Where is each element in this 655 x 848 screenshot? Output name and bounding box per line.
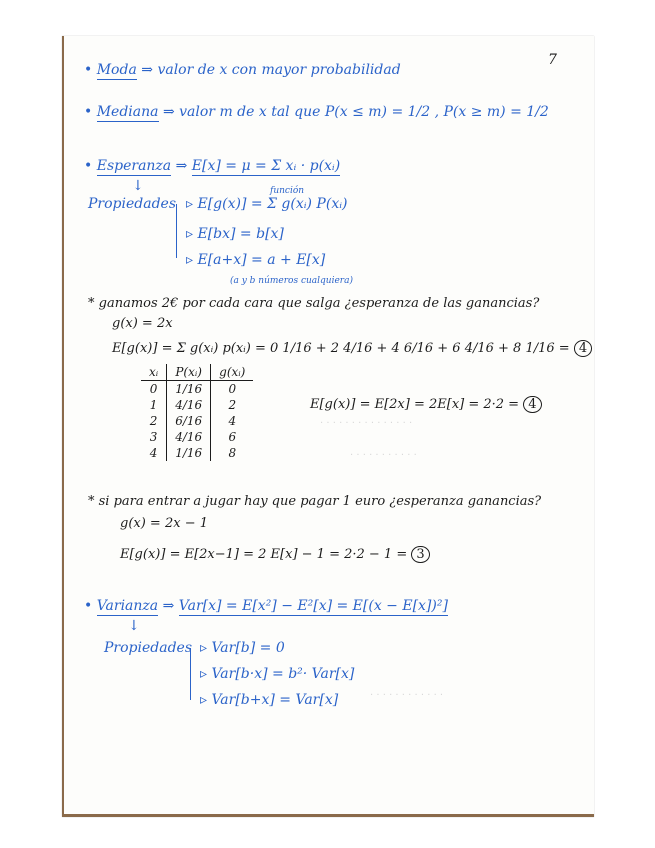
brace-icon	[176, 204, 177, 258]
arrow-icon: ⇒	[162, 104, 175, 120]
esperanza-term: Esperanza	[96, 158, 172, 174]
table-row: 2 6/16 4	[141, 413, 253, 429]
q1-alt-result: 4	[523, 396, 541, 413]
arrow-icon: ⇒	[175, 158, 188, 174]
header-xi: xᵢ	[141, 364, 167, 381]
props-note: (a y b números cualquiera)	[230, 276, 353, 286]
esperanza-prop-1: ▹ E[g(x)] = Σ g(xᵢ) P(xᵢ)	[186, 196, 348, 212]
down-arrow-icon: ↓	[128, 618, 140, 634]
table-row: 4 1/16 8	[141, 445, 253, 461]
funcion-note: función	[270, 186, 305, 196]
varianza-prop-1: ▹ Var[b] = 0	[200, 640, 285, 656]
down-arrow-icon: ↓	[132, 178, 144, 194]
esperanza-prop-3: ▹ E[a+x] = a + E[x]	[186, 252, 326, 268]
show-through-text: · · · · · · · · · · ·	[350, 450, 417, 461]
varianza-term: Varianza	[96, 598, 159, 614]
table-row: 0 1/16 0	[141, 381, 253, 398]
esperanza-formula: E[x] = μ = Σ xᵢ · p(xᵢ)	[191, 158, 341, 174]
varianza-prop-3: ▹ Var[b+x] = Var[x]	[200, 692, 339, 708]
header-gxi: g(xᵢ)	[211, 364, 254, 381]
mediana-term: Mediana	[96, 104, 159, 120]
bullet: •	[84, 158, 93, 174]
q1-expectation: E[g(x)] = Σ g(xᵢ) p(xᵢ) = 0 1/16 + 2 4/16 + 4 6/16 + 6 4/16 + 8 1/16 = 4	[112, 340, 592, 357]
arrow-icon: ⇒	[162, 598, 175, 614]
moda-line	[84, 62, 401, 78]
arrow-icon: ⇒	[141, 62, 153, 78]
header-pxi: P(xᵢ)	[167, 364, 211, 381]
q1-alt-expectation: E[g(x)] = E[2x] = 2E[x] = 2·2 = 4	[310, 396, 542, 413]
mediana-line	[84, 104, 549, 120]
q2-question: * si para entrar a jugar hay que pagar 1 euro ¿esperanza ganancias?	[88, 494, 542, 509]
q1-gx: g(x) = 2x	[112, 316, 173, 331]
varianza-formula: Var[x] = E[x²] − E²[x] = E[(x − E[x])²]	[178, 598, 448, 614]
bullet: •	[84, 598, 93, 614]
q2-result: 3	[411, 546, 429, 563]
show-through-text: · · · · · · · · · · · · · · ·	[320, 418, 413, 429]
esperanza-line	[84, 158, 340, 174]
mediana-definition: valor m de x tal que	[179, 104, 321, 120]
table-header-row	[141, 364, 253, 381]
varianza-prop-2: ▹ Var[b·x] = b²· Var[x]	[200, 666, 355, 682]
probability-table	[141, 364, 253, 461]
bullet: •	[84, 62, 93, 78]
propiedades-label: Propiedades	[88, 196, 177, 212]
table-row: 1 4/16 2	[141, 397, 253, 413]
page-number: 7	[548, 52, 557, 68]
q2-gx: g(x) = 2x − 1	[120, 516, 208, 531]
q2-expectation: E[g(x)] = E[2x−1] = 2 E[x] − 1 = 2·2 − 1 = 3	[120, 546, 430, 563]
table-row: 3 4/16 6	[141, 429, 253, 445]
moda-definition: valor de x con mayor probabilidad	[157, 62, 401, 78]
q1-question: * ganamos 2€ por cada cara que salga ¿esperanza de las ganancias?	[88, 296, 540, 311]
mediana-formula: P(x ≤ m) = 1/2 , P(x ≥ m) = 1/2	[324, 104, 549, 120]
bullet: •	[84, 104, 93, 120]
q1-result: 4	[574, 340, 592, 357]
propiedades-label: Propiedades	[104, 640, 193, 656]
brace-icon	[190, 648, 191, 700]
show-through-text: · · · · · · · · · · · ·	[370, 690, 444, 701]
moda-term: Moda	[96, 62, 137, 78]
varianza-line	[84, 598, 448, 614]
esperanza-prop-2: ▹ E[bx] = b[x]	[186, 226, 284, 242]
